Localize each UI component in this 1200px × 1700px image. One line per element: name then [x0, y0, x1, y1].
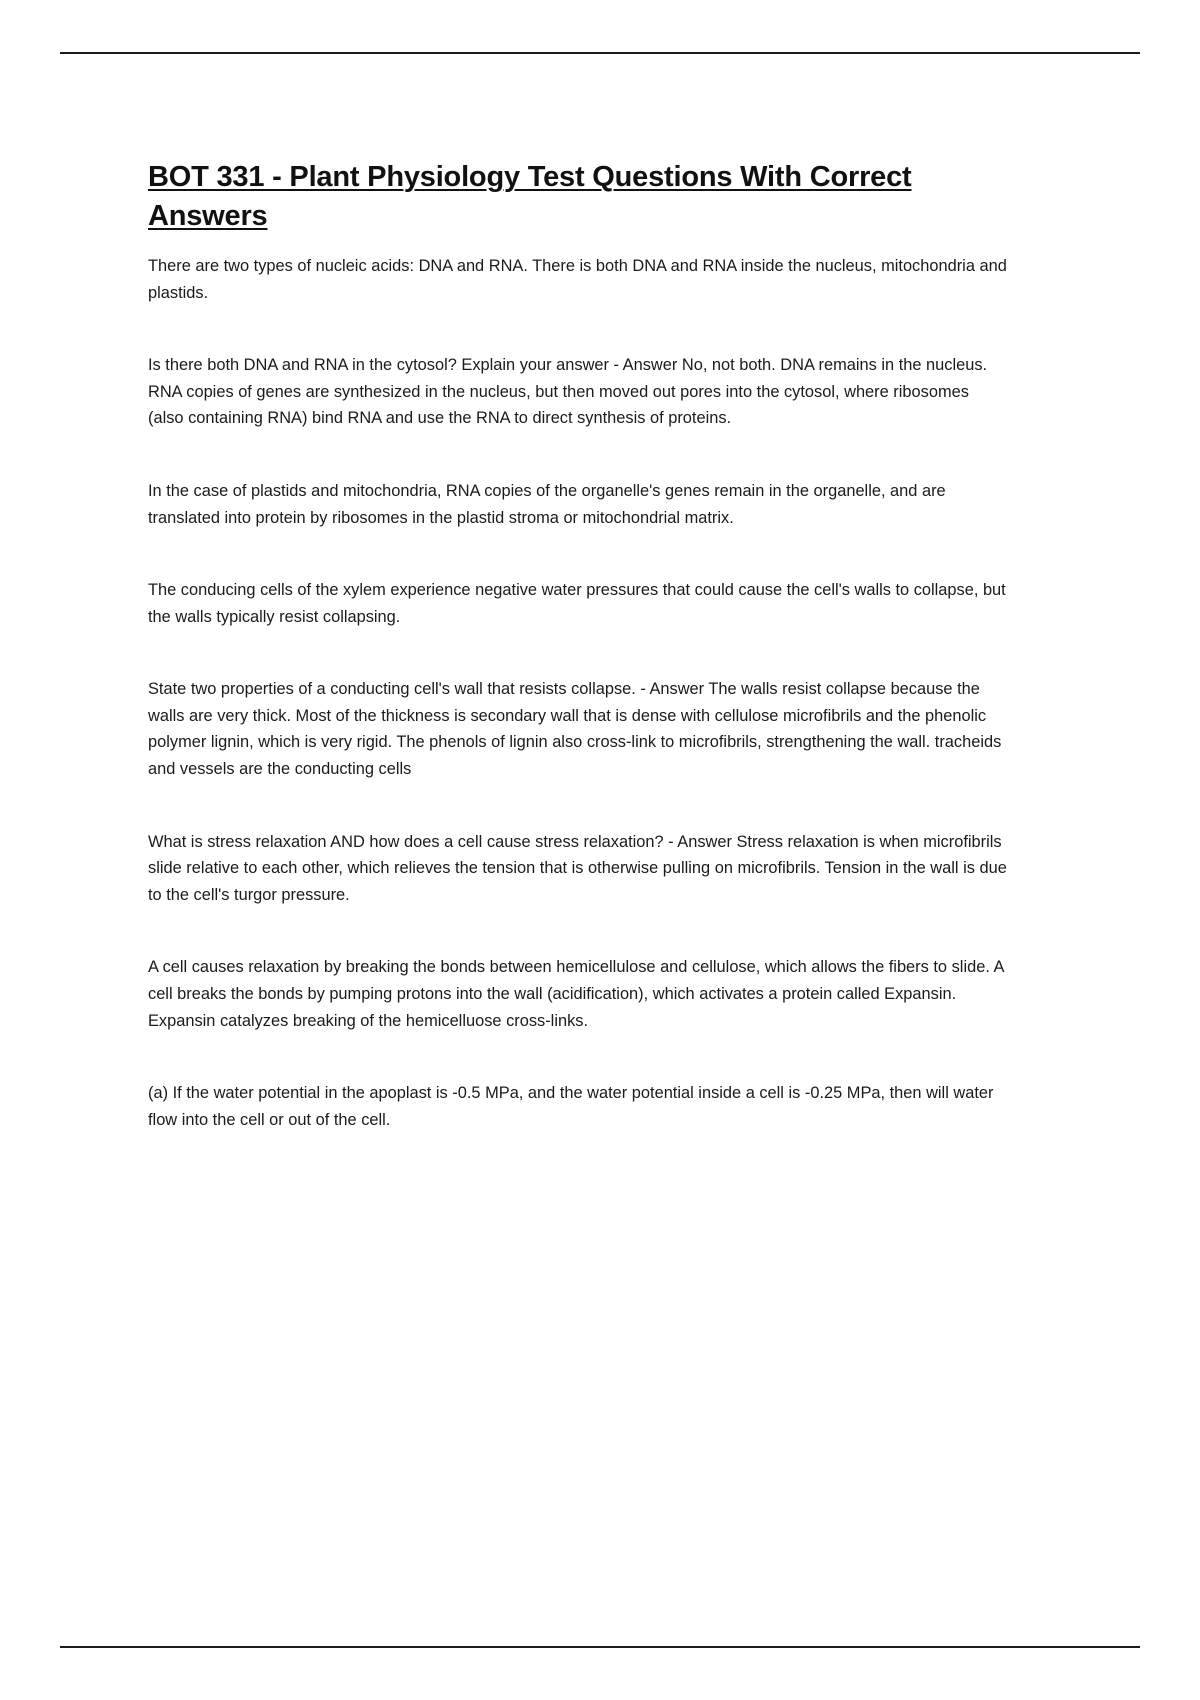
document-body: [148, 158, 1008, 1133]
paragraph: State two properties of a conducting cell's wall that resists collapse. - Answer The walls resist collapse because the walls are very thick. Most of the thickness is secondary wall that is dense with cellulose microfibrils and the phenolic polymer lignin, which is very rigid. The phenols of lignin also cross-link to microfibrils, strengthening the wall. tracheids and vessels are the conducting cells: [148, 680, 1002, 779]
paragraph: In the case of plastids and mitochondria, RNA copies of the organelle's genes remain in the organelle, and are translated into protein by ribosomes in the plastid stroma or mitochondrial matrix.: [148, 482, 946, 527]
paragraph: A cell causes relaxation by breaking the bonds between hemicellulose and cellulose, which allows the fibers to slide. A cell breaks the bonds by pumping protons into the wall (acidification), which activates a protein called Expansin. Expansin catalyzes breaking of the hemicelluose cross-links.: [148, 958, 1004, 1030]
page-title-line-1: BOT 331 - Plant Physiology Test Questions With Correct: [148, 161, 912, 193]
paragraph: There are two types of nucleic acids: DNA and RNA. There is both DNA and RNA inside the nucleus, mitochondria and plastids.: [148, 257, 1007, 302]
paragraph: (a) If the water potential in the apoplast is -0.5 MPa, and the water potential inside a cell is -0.25 MPa, then will water flow into the cell or out of the cell.: [148, 1084, 994, 1129]
page-bottom-divider: [60, 1646, 1140, 1648]
paragraph: Is there both DNA and RNA in the cytosol? Explain your answer - Answer No, not both. DNA remains in the nucleus. RNA copies of genes are synthesized in the nucleus, but then moved out pores into the cytosol, where ribosomes (also containing RNA) bind RNA and use the RNA to direct synthesis of proteins.: [148, 356, 988, 428]
page-top-divider: [60, 52, 1140, 54]
page-title: [148, 158, 1008, 235]
paragraph: What is stress relaxation AND how does a cell cause stress relaxation? - Answer Stress relaxation is when microfibrils slide relative to each other, which relieves the tension that is otherwise pulling on microfibrils. Tension in the wall is due to the cell's turgor pressure.: [148, 832, 1007, 904]
paragraph: The conducing cells of the xylem experience negative water pressures that could cause the cell's walls to collapse, but the walls typically resist collapsing.: [148, 581, 1006, 626]
page-title-line-2: Answers: [148, 199, 268, 232]
